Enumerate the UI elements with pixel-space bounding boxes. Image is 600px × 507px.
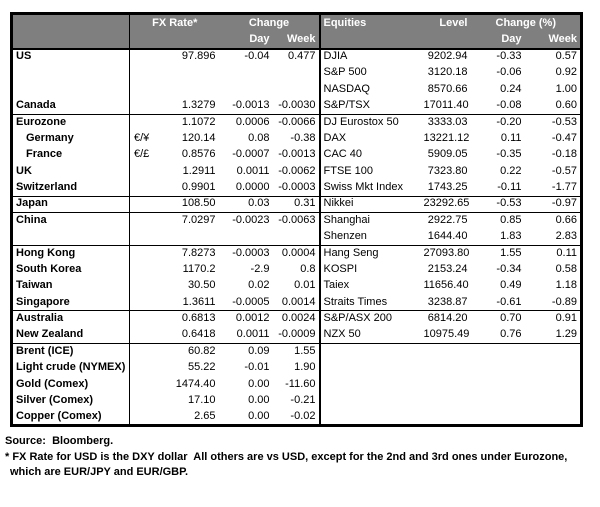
table-row bbox=[12, 212, 582, 228]
fx-week-change bbox=[274, 229, 320, 245]
row-label: Japan bbox=[12, 196, 130, 212]
equity-week-change bbox=[526, 409, 582, 425]
table-row bbox=[12, 130, 582, 146]
table-row bbox=[12, 163, 582, 179]
currency-pair bbox=[130, 376, 162, 392]
equity-level: 17011.40 bbox=[423, 98, 469, 111]
equity-name: S&P 500 bbox=[320, 65, 424, 81]
equity-name: FTSE 100 bbox=[320, 163, 424, 179]
fx-week-change: -0.0030 bbox=[278, 98, 316, 111]
equity-name: NZX 50 bbox=[320, 327, 424, 343]
currency-pair bbox=[130, 409, 162, 425]
fx-rate-value: 97.896 bbox=[181, 50, 216, 63]
equity-day-change bbox=[472, 393, 526, 409]
equity-level bbox=[424, 360, 472, 376]
fx-day-change: -0.0007 bbox=[232, 148, 270, 161]
fx-week-change: -0.0009 bbox=[278, 328, 316, 341]
fx-week-change: 0.31 bbox=[274, 196, 320, 212]
header-level: Level bbox=[424, 14, 472, 33]
table-row bbox=[12, 229, 582, 245]
table-row bbox=[12, 147, 582, 163]
header-fx-day: Day bbox=[220, 33, 274, 49]
row-label: Hong Kong bbox=[12, 245, 130, 261]
equity-name: Swiss Mkt Index bbox=[320, 180, 424, 196]
equity-day-change: 0.49 bbox=[500, 279, 522, 292]
fx-day-change: 0.0000 bbox=[235, 180, 270, 193]
equity-name: Hang Seng bbox=[320, 245, 424, 261]
equity-day-change: 1.55 bbox=[472, 245, 526, 261]
fx-day-change: -0.0023 bbox=[220, 212, 274, 228]
equity-name bbox=[320, 360, 424, 376]
table-row bbox=[12, 393, 582, 409]
row-label: Brent (ICE) bbox=[12, 344, 130, 360]
currency-pair bbox=[130, 245, 162, 261]
equity-day-change bbox=[472, 409, 526, 425]
row-label: Canada bbox=[12, 98, 130, 114]
fx-week-change: -0.0063 bbox=[274, 212, 320, 228]
fx-week-change bbox=[274, 81, 320, 97]
currency-pair bbox=[130, 98, 162, 114]
fx-week-change bbox=[274, 65, 320, 81]
fx-rate-value: 0.9901 bbox=[181, 180, 216, 193]
header-blank-cell bbox=[12, 33, 130, 49]
fx-rate-value bbox=[162, 65, 220, 81]
equity-level: 5909.05 bbox=[427, 148, 468, 161]
header-eq-day: Day bbox=[472, 33, 526, 49]
equity-name bbox=[320, 409, 424, 425]
equity-name: NASDAQ bbox=[320, 81, 424, 97]
equity-day-change: -0.53 bbox=[472, 196, 526, 212]
row-label: Germany bbox=[12, 130, 130, 146]
equity-level: 1644.40 bbox=[427, 229, 468, 242]
fx-rate-value: 55.22 bbox=[187, 361, 216, 374]
equity-level: 2153.24 bbox=[427, 263, 468, 275]
fx-week-change: 1.90 bbox=[294, 361, 316, 374]
equity-day-change bbox=[472, 344, 526, 360]
currency-pair bbox=[130, 311, 162, 327]
fx-week-change: -0.0003 bbox=[278, 180, 316, 193]
fx-week-change: -0.0062 bbox=[278, 164, 316, 177]
currency-pair bbox=[130, 163, 162, 179]
table-row bbox=[12, 376, 582, 392]
row-label: Singapore bbox=[12, 294, 130, 310]
table-row bbox=[12, 344, 582, 360]
equity-level: 7323.80 bbox=[427, 164, 468, 177]
table-row bbox=[12, 98, 582, 114]
table-header bbox=[12, 14, 582, 49]
header-change: Change bbox=[220, 14, 320, 33]
table-row bbox=[12, 49, 582, 65]
fx-day-change: 0.0012 bbox=[220, 311, 274, 327]
table-row bbox=[12, 245, 582, 261]
row-label: Gold (Comex) bbox=[12, 376, 130, 392]
equity-week-change: 0.60 bbox=[555, 98, 577, 111]
row-label bbox=[12, 229, 130, 245]
fx-note-line1: * FX Rate for USD is the DXY dollar All others are vs USD, except for the 2nd and 3rd ones under Eurozone, bbox=[5, 450, 568, 463]
market-data-table-container bbox=[10, 12, 583, 427]
fx-rate-value: 30.50 bbox=[187, 279, 216, 292]
header-fx-rate: FX Rate* bbox=[130, 14, 220, 33]
equity-day-change: -0.11 bbox=[497, 180, 522, 193]
currency-pair bbox=[130, 212, 162, 228]
fx-week-change: -0.02 bbox=[290, 409, 316, 422]
equity-level bbox=[424, 409, 472, 425]
table-row bbox=[12, 278, 582, 294]
fx-week-change: -0.0013 bbox=[278, 148, 316, 161]
fx-rate-value: 1.1072 bbox=[162, 114, 220, 130]
equity-name: Shanghai bbox=[320, 212, 424, 228]
fx-rate-value: 0.6418 bbox=[181, 328, 216, 341]
equity-level: 10975.49 bbox=[423, 328, 470, 341]
equity-day-change: -0.20 bbox=[472, 114, 526, 130]
header-blank-cell bbox=[130, 33, 162, 49]
equity-day-change: 0.85 bbox=[472, 212, 526, 228]
currency-pair bbox=[130, 229, 162, 245]
fx-rate-value: 0.8576 bbox=[181, 148, 216, 161]
equity-day-change: -0.06 bbox=[496, 66, 522, 79]
equity-week-change: 0.58 bbox=[555, 263, 577, 275]
fx-rate-value: 120.14 bbox=[181, 131, 216, 144]
equity-name bbox=[320, 393, 424, 409]
fx-week-change: 1.55 bbox=[274, 344, 320, 360]
table-row bbox=[12, 311, 582, 327]
row-label: China bbox=[12, 212, 130, 228]
equity-week-change: 0.91 bbox=[526, 311, 582, 327]
source-note: Source: Bloomberg. bbox=[5, 435, 114, 447]
equity-level: 6814.20 bbox=[424, 311, 472, 327]
fx-day-change: -2.9 bbox=[250, 263, 270, 275]
equity-level: 1743.25 bbox=[427, 180, 468, 193]
fx-week-change: -11.60 bbox=[285, 377, 316, 390]
equity-level bbox=[424, 376, 472, 392]
header-blank-cell bbox=[424, 33, 472, 49]
equity-week-change: 0.57 bbox=[555, 50, 577, 63]
equity-week-change: 0.92 bbox=[555, 66, 577, 79]
fx-rate-value bbox=[162, 81, 220, 97]
currency-pair bbox=[130, 294, 162, 310]
currency-pair: €/£ bbox=[134, 148, 150, 161]
equity-week-change: 0.66 bbox=[526, 212, 582, 228]
equity-level: 3333.03 bbox=[424, 114, 472, 130]
equity-day-change: -0.08 bbox=[496, 98, 522, 111]
header-blank-cell bbox=[320, 33, 424, 49]
fx-rate-value: 17.10 bbox=[187, 394, 216, 407]
equity-level bbox=[424, 344, 472, 360]
fx-day-change bbox=[220, 81, 274, 97]
equity-name bbox=[320, 376, 424, 392]
header-eq-week: Week bbox=[526, 33, 582, 49]
equity-week-change: -0.53 bbox=[526, 114, 582, 130]
fx-week-change: -0.0066 bbox=[274, 114, 320, 130]
equity-day-change: -0.35 bbox=[496, 148, 522, 161]
row-label: Light crude (NYMEX) bbox=[12, 360, 130, 376]
fx-day-change bbox=[220, 229, 274, 245]
equity-name: S&P/ASX 200 bbox=[320, 311, 424, 327]
fx-day-change: -0.0003 bbox=[220, 245, 274, 261]
fx-rate-value: 60.82 bbox=[162, 344, 220, 360]
header-fx-week: Week bbox=[274, 33, 320, 49]
table-row bbox=[12, 409, 582, 425]
equity-day-change: 0.24 bbox=[500, 82, 522, 95]
equity-week-change: -0.18 bbox=[551, 148, 577, 161]
fx-day-change: 0.00 bbox=[248, 377, 270, 390]
row-label bbox=[12, 65, 130, 81]
fx-rate-value: 1170.2 bbox=[182, 263, 216, 275]
currency-pair bbox=[130, 65, 162, 81]
market-data-table bbox=[10, 12, 583, 427]
equity-level: 3238.87 bbox=[427, 295, 468, 308]
fx-week-change: -0.38 bbox=[290, 131, 316, 144]
fx-day-change: -0.01 bbox=[244, 361, 270, 374]
fx-rate-value: 1.3611 bbox=[182, 295, 216, 308]
row-label: South Korea bbox=[12, 262, 130, 278]
equity-level: 11656.40 bbox=[423, 279, 469, 292]
fx-rate-value: 1.2911 bbox=[182, 164, 216, 177]
row-label bbox=[12, 81, 130, 97]
currency-pair bbox=[130, 360, 162, 376]
equity-name: S&P/TSX bbox=[320, 98, 424, 114]
fx-day-change: -0.04 bbox=[244, 50, 270, 63]
fx-day-change: 0.00 bbox=[248, 394, 270, 407]
equity-name: DAX bbox=[320, 130, 424, 146]
equity-day-change bbox=[472, 376, 526, 392]
equity-day-change bbox=[472, 360, 526, 376]
equity-name: CAC 40 bbox=[320, 147, 424, 163]
equity-level: 23292.65 bbox=[424, 196, 472, 212]
table-body bbox=[12, 49, 582, 426]
header-row-top bbox=[12, 14, 582, 33]
equity-level: 9202.94 bbox=[427, 50, 468, 63]
equity-name: DJ Eurostox 50 bbox=[320, 114, 424, 130]
equity-level: 8570.66 bbox=[427, 82, 468, 95]
equity-week-change bbox=[526, 360, 582, 376]
equity-week-change: -0.47 bbox=[551, 131, 577, 144]
equity-day-change: 0.11 bbox=[500, 131, 522, 144]
equity-week-change bbox=[526, 344, 582, 360]
equity-day-change: 0.70 bbox=[472, 311, 526, 327]
currency-pair bbox=[130, 180, 162, 196]
table-row bbox=[12, 81, 582, 97]
fx-rate-value: 1474.40 bbox=[175, 377, 216, 390]
header-blank-cell bbox=[12, 14, 130, 33]
equity-name: Shenzen bbox=[320, 229, 424, 245]
currency-pair bbox=[130, 196, 162, 212]
fx-rate-value: 7.0297 bbox=[162, 212, 220, 228]
equity-week-change bbox=[526, 376, 582, 392]
equity-week-change: 0.11 bbox=[526, 245, 582, 261]
equity-day-change: 1.83 bbox=[500, 229, 522, 242]
fx-week-change: 0.01 bbox=[294, 279, 316, 292]
currency-pair bbox=[130, 393, 162, 409]
equity-week-change bbox=[526, 393, 582, 409]
equity-week-change: -0.97 bbox=[526, 196, 582, 212]
equity-week-change: 2.83 bbox=[555, 229, 577, 242]
fx-note-line2: which are EUR/JPY and EUR/GBP. bbox=[10, 466, 189, 478]
fx-rate-value: 7.8273 bbox=[162, 245, 220, 261]
currency-pair bbox=[130, 327, 162, 343]
row-label: New Zealand bbox=[12, 327, 130, 343]
table-row bbox=[12, 196, 582, 212]
equity-week-change: -1.77 bbox=[551, 180, 577, 193]
equity-level: 27093.80 bbox=[424, 245, 472, 261]
fx-rate-value bbox=[162, 229, 220, 245]
header-blank-cell bbox=[162, 33, 220, 49]
header-row-sub bbox=[12, 33, 582, 49]
row-label: US bbox=[12, 49, 130, 65]
equity-level: 2922.75 bbox=[424, 212, 472, 228]
currency-pair: €/¥ bbox=[134, 131, 150, 144]
equity-level: 13221.12 bbox=[423, 131, 470, 144]
row-label: Silver (Comex) bbox=[12, 393, 130, 409]
equity-name: Taiex bbox=[320, 278, 424, 294]
fx-day-change: 0.03 bbox=[220, 196, 274, 212]
fx-day-change: -0.0005 bbox=[232, 295, 270, 308]
fx-day-change: 0.02 bbox=[248, 279, 270, 292]
table-row bbox=[12, 327, 582, 343]
row-label: Taiwan bbox=[12, 278, 130, 294]
fx-week-change: 0.477 bbox=[287, 50, 316, 63]
fx-week-change: 0.0014 bbox=[281, 295, 316, 308]
equity-day-change: -0.61 bbox=[496, 295, 522, 308]
row-label: UK bbox=[12, 163, 130, 179]
currency-pair bbox=[130, 344, 162, 360]
fx-day-change: 0.08 bbox=[248, 131, 270, 144]
header-change-pct: Change (%) bbox=[472, 14, 582, 33]
row-label: Switzerland bbox=[12, 180, 130, 196]
equity-day-change: -0.34 bbox=[496, 263, 522, 275]
fx-rate-value: 108.50 bbox=[162, 196, 220, 212]
fx-day-change bbox=[220, 65, 274, 81]
row-label: Eurozone bbox=[12, 114, 130, 130]
fx-week-change: 0.8 bbox=[300, 263, 316, 275]
equity-level: 3120.18 bbox=[427, 66, 468, 79]
fx-day-change: 0.0011 bbox=[236, 328, 270, 341]
currency-pair bbox=[130, 278, 162, 294]
table-row bbox=[12, 180, 582, 196]
equity-week-change: -0.57 bbox=[551, 164, 577, 177]
row-label: Copper (Comex) bbox=[12, 409, 130, 425]
fx-week-change: 0.0024 bbox=[274, 311, 320, 327]
equity-name: Nikkei bbox=[320, 196, 424, 212]
row-label: France bbox=[12, 147, 130, 163]
equity-week-change: 1.29 bbox=[555, 328, 577, 341]
table-row bbox=[12, 262, 582, 278]
currency-pair bbox=[130, 262, 162, 278]
equity-name: DJIA bbox=[320, 49, 424, 65]
fx-week-change: -0.21 bbox=[290, 394, 316, 407]
equity-week-change: 1.00 bbox=[555, 82, 577, 95]
fx-rate-value: 1.3279 bbox=[181, 98, 216, 111]
table-row bbox=[12, 65, 582, 81]
table-row bbox=[12, 294, 582, 310]
equity-name bbox=[320, 344, 424, 360]
fx-day-change: 0.0011 bbox=[236, 164, 270, 177]
fx-rate-value: 2.65 bbox=[194, 409, 216, 422]
fx-day-change: -0.0013 bbox=[232, 98, 270, 111]
equity-name: KOSPI bbox=[320, 262, 424, 278]
table-row bbox=[12, 360, 582, 376]
equity-day-change: 0.76 bbox=[500, 328, 522, 341]
header-equities: Equities bbox=[320, 14, 424, 33]
currency-pair bbox=[130, 49, 162, 65]
equity-week-change: -0.89 bbox=[551, 295, 577, 308]
table-row bbox=[12, 114, 582, 130]
equity-week-change: 1.18 bbox=[555, 279, 577, 292]
equity-day-change: -0.33 bbox=[496, 50, 522, 63]
equity-level bbox=[424, 393, 472, 409]
currency-pair bbox=[130, 81, 162, 97]
row-label: Australia bbox=[12, 311, 130, 327]
equity-day-change: 0.22 bbox=[500, 164, 522, 177]
footnotes bbox=[5, 434, 600, 481]
currency-pair bbox=[130, 114, 162, 130]
fx-rate-value: 0.6813 bbox=[162, 311, 220, 327]
fx-day-change: 0.09 bbox=[220, 344, 274, 360]
fx-week-change: 0.0004 bbox=[274, 245, 320, 261]
fx-day-change: 0.0006 bbox=[220, 114, 274, 130]
fx-day-change: 0.00 bbox=[248, 409, 270, 422]
equity-name: Straits Times bbox=[320, 294, 424, 310]
